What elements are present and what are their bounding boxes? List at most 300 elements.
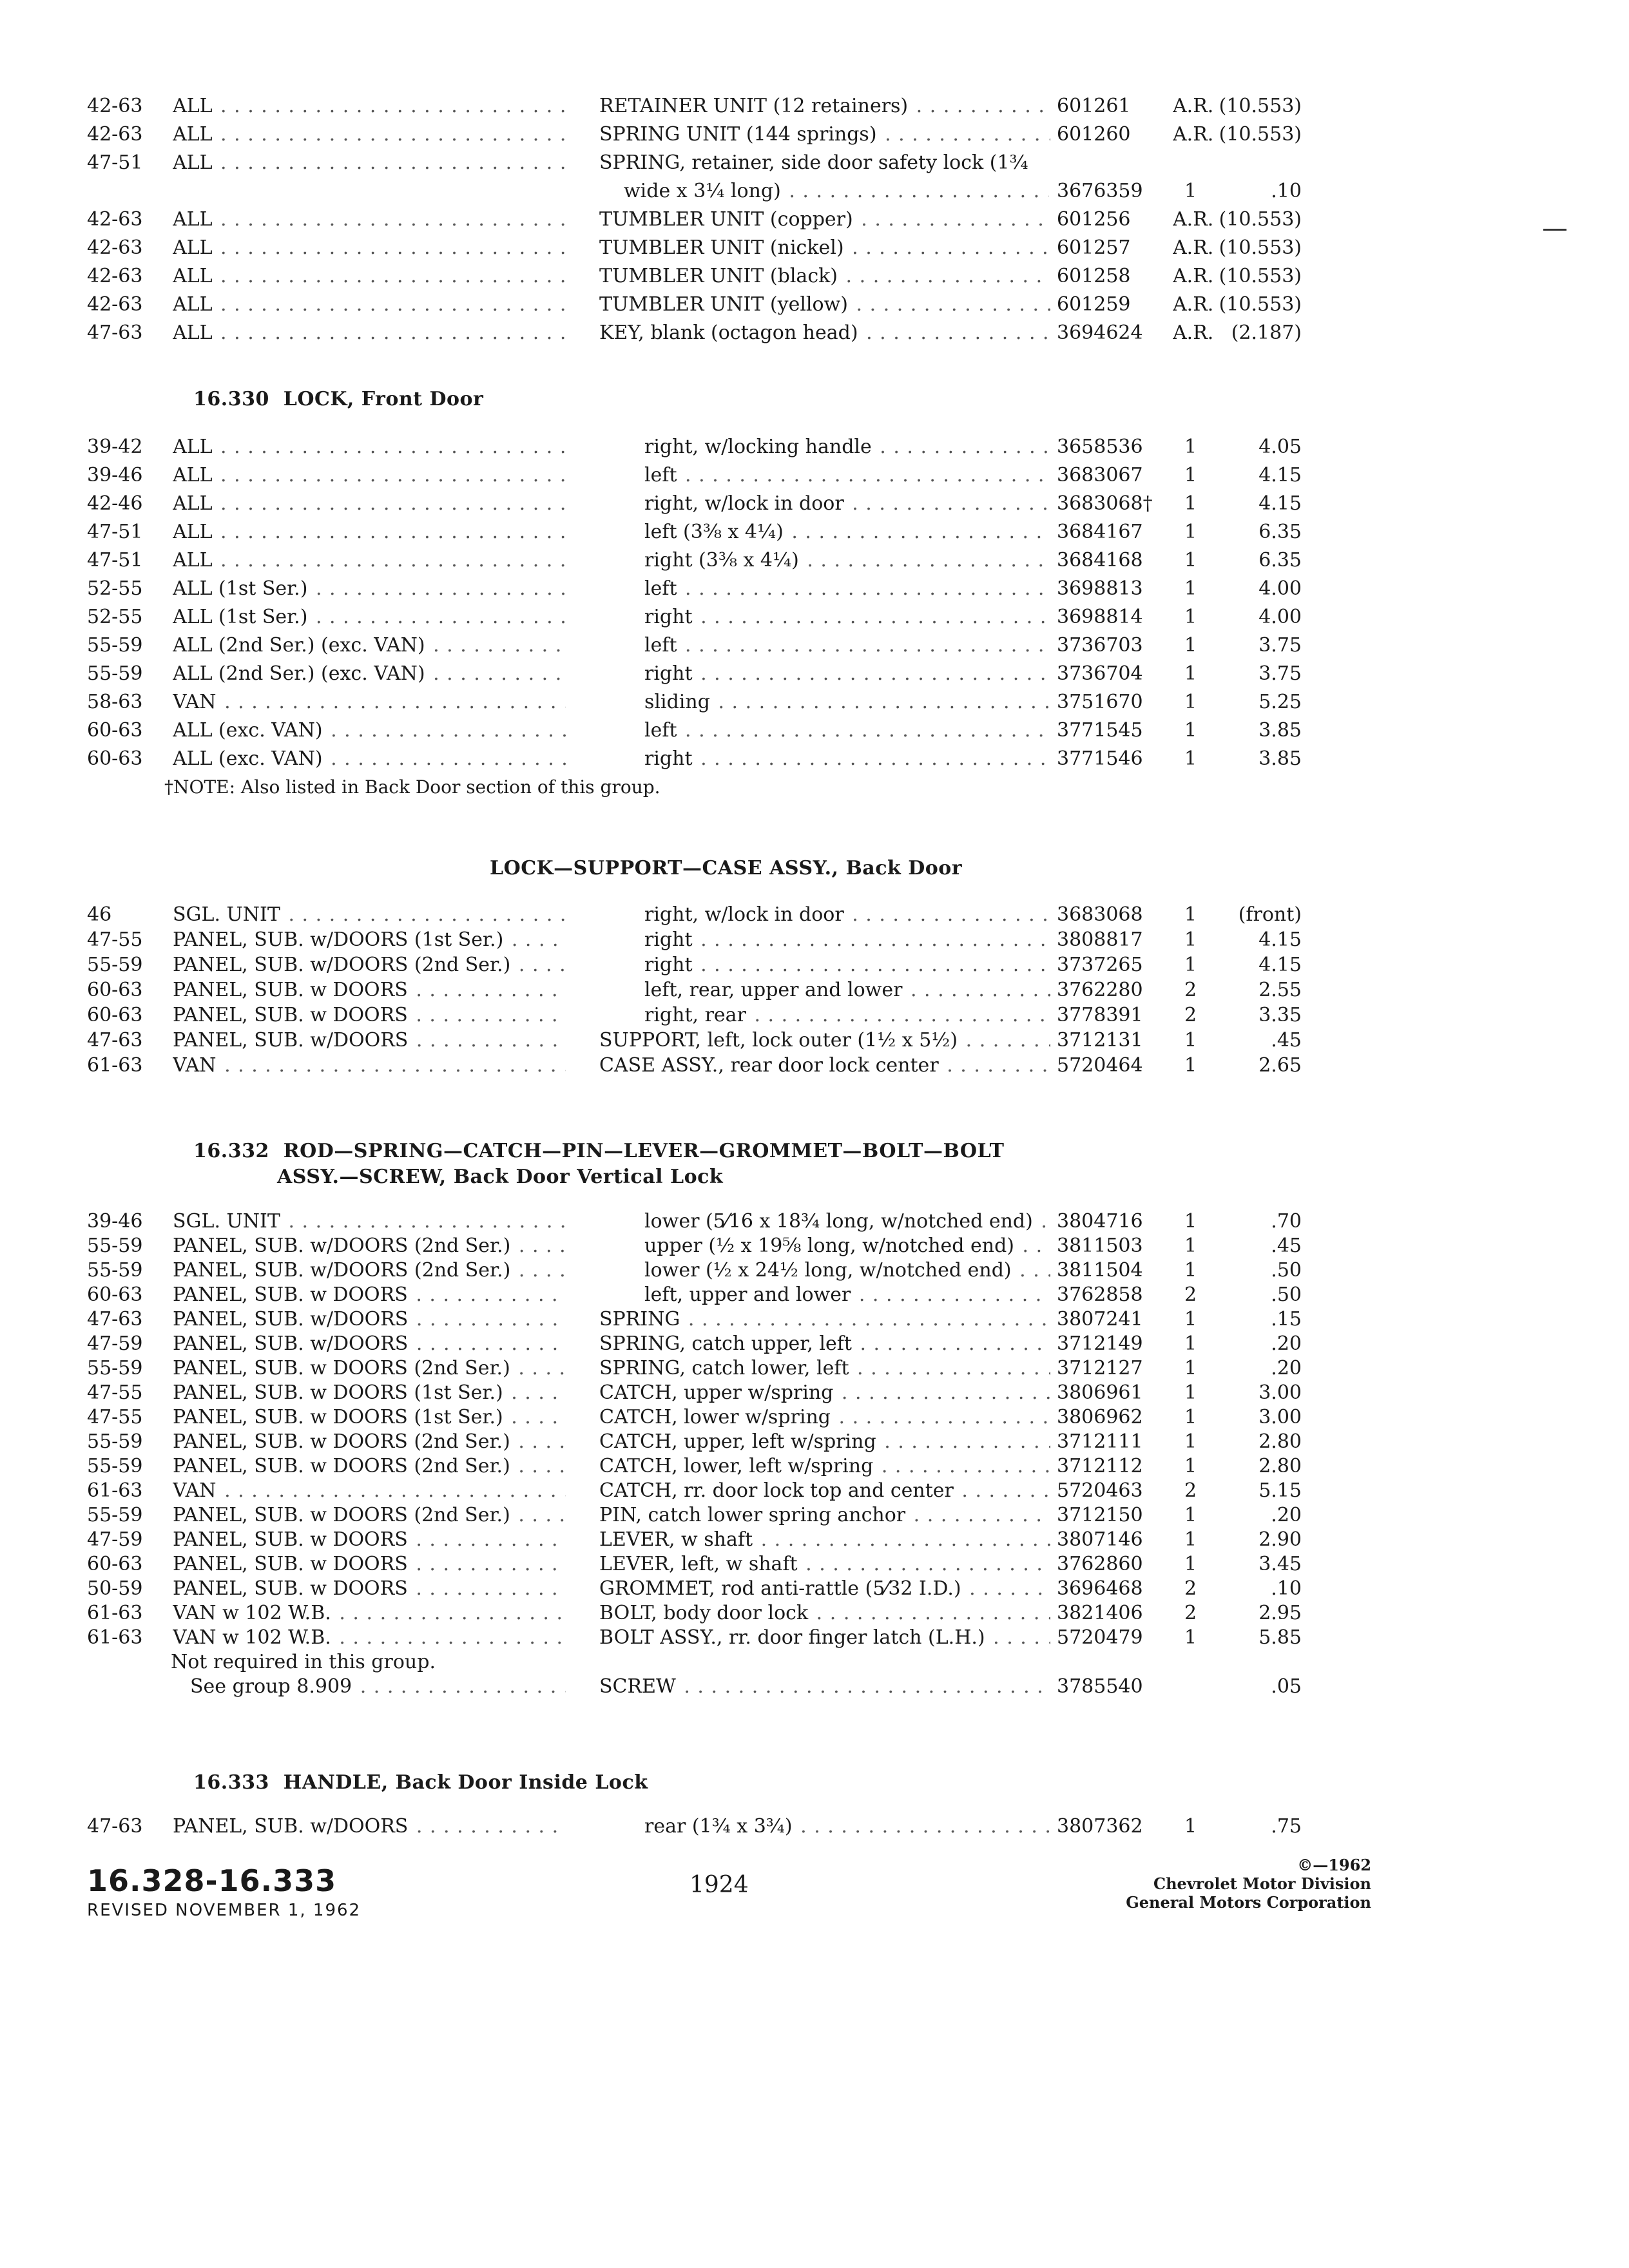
price-cell: 5.25 (1258, 691, 1302, 713)
part-number-cell: 3712112 (1057, 1455, 1143, 1477)
description-cell: CATCH, upper, left w/spring . . . (599, 1430, 1050, 1454)
year-cell: 52-55 (87, 577, 143, 600)
part-number-cell: 3698814 (1057, 606, 1143, 628)
price-cell: 5.85 (1258, 1626, 1302, 1649)
price-cell: .75 (1271, 1815, 1302, 1838)
application-cell: PANEL, SUB. w DOORS (1st Ser.) . . . (173, 1381, 566, 1405)
description-cell: TUMBLER UNIT (copper) . . . (599, 206, 1050, 234)
table-row (0, 1503, 1629, 1528)
application-cell: ALL (2nd Ser.) (exc. VAN) . . . (173, 631, 566, 660)
description-cell: CASE ASSY., rear door lock center . . . (599, 1053, 1050, 1078)
part-number-cell: 3694624 (1057, 322, 1143, 344)
description-cell: CATCH, lower, left w/spring . . . (599, 1454, 1050, 1479)
application-cell: PANEL, SUB. w DOORS (1st Ser.) . . . (173, 1405, 566, 1430)
application-cell: ALL (exc. VAN) . . . (173, 745, 566, 773)
year-cell: 55-59 (87, 1235, 143, 1257)
description-cell: SPRING, catch lower, left . . . (599, 1356, 1050, 1381)
price-cell: (10.553) (1219, 123, 1302, 146)
price-cell: .10 (1271, 1577, 1302, 1600)
table-row (0, 1675, 1629, 1699)
application-cell: PANEL, SUB. w/DOORS . . . (173, 1028, 566, 1053)
year-cell: 61-63 (87, 1054, 143, 1077)
publisher-block (1126, 1856, 1371, 1912)
year-cell: 47-63 (87, 1815, 143, 1838)
application-cell: PANEL, SUB. w DOORS (2nd Ser.) . . . (173, 1454, 566, 1479)
part-number-cell: 3771545 (1057, 719, 1143, 742)
table-row (0, 1003, 1629, 1028)
year-cell: 60-63 (87, 719, 143, 742)
description-cell: TUMBLER UNIT (black) . . . (599, 262, 1050, 291)
quantity-cell: 1 (1184, 1406, 1197, 1428)
year-cell: 42-63 (87, 265, 143, 287)
description-cell: right . . . (644, 660, 1050, 688)
part-number-cell: 5720479 (1057, 1626, 1143, 1649)
year-cell: 50-59 (87, 1577, 143, 1600)
table-row (0, 461, 1629, 490)
year-cell: 47-63 (87, 1308, 143, 1331)
application-cell: PANEL, SUB. w DOORS (2nd Ser.) . . . (173, 1356, 566, 1381)
price-cell: .70 (1271, 1210, 1302, 1233)
price-cell: 2.95 (1258, 1602, 1302, 1624)
description-cell: TUMBLER UNIT (yellow) . . . (599, 291, 1050, 319)
quantity-cell: 1 (1184, 464, 1197, 486)
price-cell: 3.00 (1258, 1381, 1302, 1404)
table-row (0, 977, 1629, 1003)
revision-date: REVISED NOVEMBER 1, 1962 (87, 1901, 361, 1920)
quantity-cell: 1 (1184, 1308, 1197, 1331)
division-name: Chevrolet Motor Division (1153, 1874, 1371, 1893)
table-row (0, 1356, 1629, 1381)
quantity-cell: 1 (1184, 1054, 1197, 1077)
description-cell: left . . . (644, 575, 1050, 603)
part-number-cell: 3821406 (1057, 1602, 1143, 1624)
quantity-cell: 1 (1184, 634, 1197, 657)
part-number-cell: 3804716 (1057, 1210, 1143, 1233)
section-top (0, 92, 1629, 347)
quantity-cell: 2 (1184, 1479, 1197, 1502)
year-cell: 55-59 (87, 1455, 143, 1477)
table-row (0, 1601, 1629, 1626)
price-cell: .05 (1271, 1675, 1302, 1698)
year-cell: 42-63 (87, 95, 143, 117)
table-row (0, 92, 1629, 120)
part-number-cell: 3762858 (1057, 1283, 1143, 1306)
description-cell: LEVER, w shaft . . . (599, 1528, 1050, 1552)
table-row (0, 688, 1629, 716)
price-cell: 2.80 (1258, 1455, 1302, 1477)
application-cell: PANEL, SUB. w DOORS . . . (173, 1283, 566, 1307)
quantity-cell: A.R. (1173, 293, 1214, 316)
part-number-cell: 3684167 (1057, 521, 1143, 543)
application-cell: ALL (2nd Ser.) (exc. VAN) . . . (173, 660, 566, 688)
year-cell: 47-59 (87, 1332, 143, 1355)
application-cell: VAN . . . (173, 1053, 566, 1078)
description-cell: CATCH, lower w/spring . . . (599, 1405, 1050, 1430)
year-cell: 47-51 (87, 521, 143, 543)
year-cell: 42-63 (87, 236, 143, 259)
application-cell: ALL . . . (173, 234, 566, 262)
quantity-cell: A.R. (1173, 95, 1214, 117)
part-number-cell: 3811503 (1057, 1235, 1143, 1257)
table-row (0, 1332, 1629, 1356)
price-cell: .45 (1271, 1235, 1302, 1257)
description-cell: KEY, blank (octagon head) . . . (599, 319, 1050, 347)
part-number-cell: 3807241 (1057, 1308, 1143, 1331)
table-row (0, 1283, 1629, 1307)
part-number-cell: 3698813 (1057, 577, 1143, 600)
table-row (0, 234, 1629, 262)
application-cell: ALL . . . (173, 206, 566, 234)
quantity-cell: 1 (1184, 1029, 1197, 1052)
table-row (0, 716, 1629, 745)
application-cell: ALL . . . (173, 291, 566, 319)
description-cell: SPRING, catch upper, left . . . (599, 1332, 1050, 1356)
part-number-cell: 3712150 (1057, 1504, 1143, 1526)
part-number-cell: 3751670 (1057, 691, 1143, 713)
price-cell: (10.553) (1219, 236, 1302, 259)
quantity-cell: 2 (1184, 979, 1197, 1001)
section-16-332 (0, 1209, 1629, 1699)
application-cell: VAN w 102 W.B. . . . (173, 1626, 566, 1650)
table-row (0, 120, 1629, 149)
part-number-cell: 3806961 (1057, 1381, 1143, 1404)
part-number-cell: 3683068 (1057, 903, 1143, 926)
application-cell: ALL . . . (173, 433, 566, 461)
year-cell: 47-63 (87, 322, 143, 344)
description-cell: right, w/lock in door . . . (644, 902, 1050, 927)
table-row (0, 575, 1629, 603)
year-cell: 60-63 (87, 1283, 143, 1306)
quantity-cell: A.R. (1173, 123, 1214, 146)
application-cell: PANEL, SUB. w/DOORS (2nd Ser.) . . . (173, 1234, 566, 1258)
description-cell: BOLT, body door lock . . . (599, 1601, 1050, 1626)
description-cell: right, rear . . . (644, 1003, 1050, 1028)
table-row (0, 262, 1629, 291)
year-cell: 58-63 (87, 691, 143, 713)
description-cell: TUMBLER UNIT (nickel) . . . (599, 234, 1050, 262)
year-cell: 47-51 (87, 549, 143, 572)
year-cell: 61-63 (87, 1602, 143, 1624)
year-cell: 60-63 (87, 1004, 143, 1026)
year-cell: 39-46 (87, 1210, 143, 1233)
year-cell: 46 (87, 903, 112, 926)
part-number-cell: 3712131 (1057, 1029, 1143, 1052)
quantity-cell: 1 (1184, 1357, 1197, 1379)
price-cell: (10.553) (1219, 265, 1302, 287)
part-number-cell: 3737265 (1057, 954, 1143, 976)
description-cell: CATCH, rr. door lock top and center . . . (599, 1479, 1050, 1503)
price-cell: 2.65 (1258, 1054, 1302, 1077)
part-number-cell: 3683068† (1057, 492, 1153, 515)
description-cell: SPRING, retainer, side door safety lock (1¾ (599, 151, 1028, 174)
price-cell: 3.85 (1258, 747, 1302, 770)
price-cell: 2.55 (1258, 979, 1302, 1001)
price-cell: 3.75 (1258, 662, 1302, 685)
table-row (0, 1626, 1629, 1650)
description-cell: right . . . (644, 603, 1050, 631)
application-cell: VAN . . . (173, 688, 566, 716)
application-cell: SGL. UNIT . . . (173, 1209, 566, 1234)
application-cell: ALL . . . (173, 120, 566, 149)
quantity-cell: 2 (1184, 1577, 1197, 1600)
application-cell: VAN w 102 W.B. . . . (173, 1601, 566, 1626)
part-number-cell: 3676359 (1057, 180, 1143, 202)
price-cell: 3.85 (1258, 719, 1302, 742)
quantity-cell: 1 (1184, 903, 1197, 926)
quantity-cell: 1 (1184, 492, 1197, 515)
year-cell: 60-63 (87, 747, 143, 770)
copyright: ©—1962 (1297, 1856, 1371, 1874)
price-cell: .10 (1271, 180, 1302, 202)
quantity-cell: 1 (1184, 1626, 1197, 1649)
description-cell: CATCH, upper w/spring . . . (599, 1381, 1050, 1405)
application-cell: PANEL, SUB. w DOORS (2nd Ser.) . . . (173, 1503, 566, 1528)
part-number-cell: 601258 (1057, 265, 1131, 287)
year-cell: 60-63 (87, 1553, 143, 1575)
year-cell: 47-55 (87, 1406, 143, 1428)
application-cell: ALL . . . (173, 149, 566, 177)
year-cell: 60-63 (87, 979, 143, 1001)
page-number: 1924 (689, 1872, 749, 1898)
price-cell: .20 (1271, 1504, 1302, 1526)
price-cell: 3.75 (1258, 634, 1302, 657)
description-cell: upper (½ x 19⅝ long, w/notched end) . . . (644, 1234, 1050, 1258)
section-heading: 16.332 ROD—SPRING—CATCH—PIN—LEVER—GROMMET—BOLT—BOLT (193, 1140, 1005, 1162)
description-cell: BOLT ASSY., rr. door finger latch (L.H.) . . . (599, 1626, 1050, 1650)
part-number-cell: 601259 (1057, 293, 1131, 316)
description-cell: SUPPORT, left, lock outer (1½ x 5½) . . . (599, 1028, 1050, 1053)
description-cell: left . . . (644, 716, 1050, 745)
price-cell: .15 (1271, 1308, 1302, 1331)
corporation-name: General Motors Corporation (1126, 1893, 1371, 1912)
part-number-cell: 3696468 (1057, 1577, 1143, 1600)
description-cell: left (3⅜ x 4¼) . . . (644, 518, 1050, 546)
price-cell: 4.05 (1258, 436, 1302, 458)
table-row (0, 1528, 1629, 1552)
table-row (0, 952, 1629, 977)
section-range-code: 16.328-16.333 (87, 1863, 337, 1898)
description-cell: right (3⅜ x 4¼) . . . (644, 546, 1050, 575)
year-cell: 55-59 (87, 1430, 143, 1453)
part-number-cell: 3712127 (1057, 1357, 1143, 1379)
price-cell: 3.45 (1258, 1553, 1302, 1575)
application-cell: PANEL, SUB. w/DOORS (1st Ser.) . . . (173, 927, 566, 952)
table-row (0, 490, 1629, 518)
section-16-333 (0, 1812, 1629, 1841)
application-cell: PANEL, SUB. w DOORS . . . (173, 1003, 566, 1028)
year-cell: 55-59 (87, 1259, 143, 1282)
table-row (0, 319, 1629, 347)
price-cell: .50 (1271, 1283, 1302, 1306)
description-cell: rear (1¾ x 3¾) . . . (644, 1812, 1050, 1841)
application-cell: ALL . . . (173, 461, 566, 490)
description-cell: right, w/lock in door . . . (644, 490, 1050, 518)
part-number-cell: 3712149 (1057, 1332, 1143, 1355)
description-cell: right . . . (644, 927, 1050, 952)
year-cell: 42-63 (87, 293, 143, 316)
section-heading: 16.330 LOCK, Front Door (193, 388, 484, 410)
description-cell: left, upper and lower . . . (644, 1283, 1050, 1307)
description-cell: left . . . (644, 631, 1050, 660)
part-number-cell: 3712111 (1057, 1430, 1143, 1453)
table-row (0, 1234, 1629, 1258)
description-cell: SPRING . . . (599, 1307, 1050, 1332)
table-row (0, 149, 1629, 177)
year-cell: 39-42 (87, 436, 143, 458)
application-note: Not required in this group. (171, 1651, 436, 1673)
quantity-cell: 1 (1184, 691, 1197, 713)
year-cell: 52-55 (87, 606, 143, 628)
description-cell: left, rear, upper and lower . . . (644, 977, 1050, 1003)
table-row (0, 206, 1629, 234)
part-number-cell: 3684168 (1057, 549, 1143, 572)
part-number-cell: 3807146 (1057, 1528, 1143, 1551)
year-cell: 47-55 (87, 928, 143, 951)
table-row (0, 927, 1629, 952)
table-row (0, 1209, 1629, 1234)
description-cell: GROMMET, rod anti-rattle (5⁄32 I.D.) . . . (599, 1577, 1050, 1601)
part-number-cell: 3658536 (1057, 436, 1143, 458)
table-row (0, 1028, 1629, 1053)
quantity-cell: 1 (1184, 549, 1197, 572)
quantity-cell: 2 (1184, 1602, 1197, 1624)
table-row (0, 631, 1629, 660)
quantity-cell: 1 (1184, 954, 1197, 976)
price-cell: (10.553) (1219, 208, 1302, 231)
quantity-cell: A.R. (1173, 236, 1214, 259)
part-number-cell: 3762280 (1057, 979, 1143, 1001)
part-number-cell: 3736703 (1057, 634, 1143, 657)
year-cell: 61-63 (87, 1479, 143, 1502)
table-row (0, 1577, 1629, 1601)
quantity-cell: 1 (1184, 606, 1197, 628)
application-cell: PANEL, SUB. w DOORS . . . (173, 1577, 566, 1601)
year-cell: 55-59 (87, 634, 143, 657)
section-16-330 (0, 433, 1629, 773)
application-cell: PANEL, SUB. w/DOORS . . . (173, 1812, 566, 1841)
price-cell: 4.15 (1258, 492, 1302, 515)
quantity-cell: 1 (1184, 928, 1197, 951)
description-cell: wide x 3¼ long) . . . (624, 177, 1049, 206)
quantity-cell: 1 (1184, 1504, 1197, 1526)
application-cell: PANEL, SUB. w DOORS . . . (173, 1528, 566, 1552)
description-cell: left . . . (644, 461, 1050, 490)
table-row (0, 1454, 1629, 1479)
description-cell: lower (5⁄16 x 18¾ long, w/notched end) . . . (644, 1209, 1050, 1234)
quantity-cell: 1 (1184, 1430, 1197, 1453)
application-cell: PANEL, SUB. w/DOORS (2nd Ser.) . . . (173, 1258, 566, 1283)
part-number-cell: 601261 (1057, 95, 1131, 117)
price-cell: 6.35 (1258, 549, 1302, 572)
table-row (0, 1479, 1629, 1503)
footnote: †NOTE: Also listed in Back Door section of this group. (164, 776, 660, 798)
part-number-cell: 3762860 (1057, 1553, 1143, 1575)
description-cell: SCREW . . . (599, 1675, 1050, 1699)
year-cell: 42-46 (87, 492, 143, 515)
table-row (0, 1430, 1629, 1454)
quantity-cell: A.R. (1173, 265, 1214, 287)
price-cell: 4.00 (1258, 606, 1302, 628)
table-row (0, 1258, 1629, 1283)
quantity-cell: A.R. (1173, 208, 1214, 231)
part-number-cell: 601256 (1057, 208, 1131, 231)
quantity-cell: 1 (1184, 1381, 1197, 1404)
year-cell: 47-59 (87, 1528, 143, 1551)
price-cell: 4.00 (1258, 577, 1302, 600)
description-cell: SPRING UNIT (144 springs) . . . (599, 120, 1050, 149)
application-cell: ALL . . . (173, 518, 566, 546)
quantity-cell: 1 (1184, 1235, 1197, 1257)
table-row (0, 745, 1629, 773)
price-cell: 4.15 (1258, 464, 1302, 486)
quantity-cell: 1 (1184, 1332, 1197, 1355)
table-row (0, 546, 1629, 575)
application-cell: SGL. UNIT . . . (173, 902, 566, 927)
description-cell: RETAINER UNIT (12 retainers) . . . (599, 92, 1050, 120)
price-cell: 4.15 (1258, 954, 1302, 976)
year-cell: 55-59 (87, 1357, 143, 1379)
part-number-cell: 5720463 (1057, 1479, 1143, 1502)
table-row (0, 291, 1629, 319)
part-number-cell: 3683067 (1057, 464, 1143, 486)
section-heading: 16.333 HANDLE, Back Door Inside Lock (193, 1771, 648, 1794)
table-row (0, 1405, 1629, 1430)
price-cell: .50 (1271, 1259, 1302, 1282)
year-cell: 47-55 (87, 1381, 143, 1404)
application-cell: ALL . . . (173, 92, 566, 120)
application-cell: ALL . . . (173, 319, 566, 347)
quantity-cell: 1 (1184, 1815, 1197, 1838)
table-row (0, 177, 1629, 206)
table-row (0, 1812, 1629, 1841)
quantity-cell: 1 (1184, 662, 1197, 685)
quantity-cell: 1 (1184, 436, 1197, 458)
quantity-cell: 2 (1184, 1004, 1197, 1026)
quantity-cell: 1 (1184, 719, 1197, 742)
part-number-cell: 3778391 (1057, 1004, 1143, 1026)
price-cell: 3.35 (1258, 1004, 1302, 1026)
price-cell: 5.15 (1258, 1479, 1302, 1502)
description-cell: right, w/locking handle . . . (644, 433, 1050, 461)
part-number-cell: 3771546 (1057, 747, 1143, 770)
application-cell: ALL . . . (173, 546, 566, 575)
part-number-cell: 3785540 (1057, 1675, 1143, 1698)
application-cell: VAN . . . (173, 1479, 566, 1503)
quantity-cell: 2 (1184, 1283, 1197, 1306)
quantity-cell: 1 (1184, 521, 1197, 543)
table-row (0, 518, 1629, 546)
year-cell: 55-59 (87, 1504, 143, 1526)
table-row (0, 1307, 1629, 1332)
application-cell: See group 8.909 . . . (190, 1675, 566, 1699)
table-row (0, 1650, 1629, 1675)
description-cell: right . . . (644, 952, 1050, 977)
table-row (0, 1381, 1629, 1405)
table-row (0, 1552, 1629, 1577)
application-cell: ALL . . . (173, 262, 566, 291)
part-number-cell: 601260 (1057, 123, 1131, 146)
year-cell: 55-59 (87, 662, 143, 685)
part-number-cell: 3806962 (1057, 1406, 1143, 1428)
application-cell: ALL . . . (173, 490, 566, 518)
application-cell: PANEL, SUB. w/DOORS . . . (173, 1307, 566, 1332)
year-cell: 42-63 (87, 123, 143, 146)
price-cell: 4.15 (1258, 928, 1302, 951)
application-cell: PANEL, SUB. w/DOORS (2nd Ser.) . . . (173, 952, 566, 977)
application-cell: PANEL, SUB. w DOORS . . . (173, 977, 566, 1003)
price-cell: .20 (1271, 1332, 1302, 1355)
quantity-cell: 1 (1184, 1455, 1197, 1477)
